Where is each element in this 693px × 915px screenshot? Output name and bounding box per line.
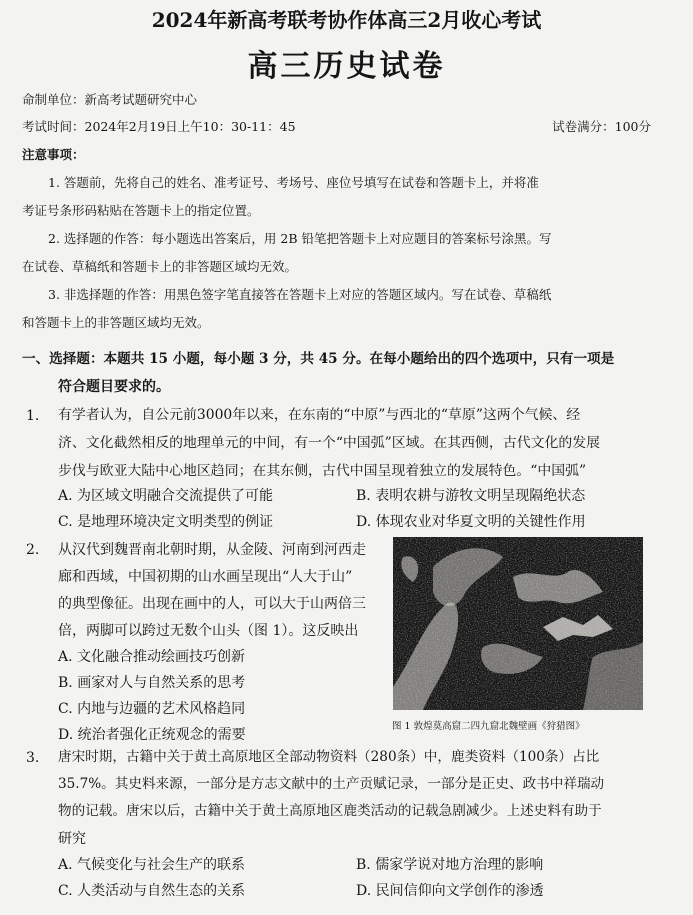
subject-title: 高三历史试卷 (247, 49, 446, 84)
question-1-line-2: 济、文化截然相反的地理单元的中间，有一个“中国弧”区域。在其西侧，古代文化的发展 (58, 435, 601, 451)
notes-heading: 注意事项： (22, 147, 85, 162)
compiling-unit: 命制单位：新高考试题研究中心 (22, 92, 198, 107)
question-3-line-2: 35.7%。其史料来源，一部分是方志文献中的土产贡赋记录，一部分是正史、政书中祥瑞动 (58, 776, 605, 792)
question-3-number: 3. (26, 750, 40, 766)
question-2-line-3: 的典型像征。出现在画中的人，可以大于山两倍三 (58, 596, 366, 612)
note-2-line-1: 2. 选择题的作答：每小题选出答案后，用 2B 铅笔把答题卡上对应题目的答案标号涂黑。写 (48, 231, 552, 246)
question-1-option-c: C. 是地理环境决定文明类型的例证 (58, 514, 274, 530)
note-1-line-2: 考证号条形码粘贴在答题卡上的指定位置。 (22, 203, 260, 218)
question-3-line-3: 物的记载。唐宋以后，古籍中关于黄土高原地区鹿类活动的记载急剧减少。上述史料有助于 (58, 803, 602, 819)
full-score: 试卷满分：100分 (552, 119, 651, 134)
exam-title: 2024年新高考联考协作体高三2月收心考试 (151, 8, 542, 32)
note-1-line-1: 1. 答题前，先将自己的姓名、准考证号、考场号、座位号填写在试卷和答题卡上，并将准 (48, 175, 539, 190)
question-2-option-a: A. 文化融合推动绘画技巧创新 (58, 649, 246, 665)
question-1-line-1: 有学者认为，自公元前3000年以来，在东南的“中原”与西北的“草原”这两个气候、经 (58, 407, 581, 423)
mural-hunting-image (393, 537, 643, 710)
question-3-option-a: A. 气候变化与社会生产的联系 (58, 857, 246, 873)
question-1-option-d: D. 体现农业对华夏文明的关键性作用 (356, 514, 586, 530)
figure-1-caption: 图 1 敦煌莫高窟二四九窟北魏壁画《狩猎图》 (392, 721, 585, 732)
question-1-option-b: B. 表明农耕与游牧文明呈现隔绝状态 (356, 488, 586, 504)
note-2-line-2: 在试卷、草稿纸和答题卡上的非答题区域均无效。 (22, 259, 298, 274)
question-3-option-d: D. 民间信仰向文学创作的渗透 (356, 883, 544, 899)
question-3-option-b: B. 儒家学说对地方治理的影响 (356, 857, 544, 873)
question-2-number: 2. (26, 542, 40, 558)
note-3-line-1: 3. 非选择题的作答：用黑色签字笔直接答在答题卡上对应的答题区域内。写在试卷、草稿纸 (48, 287, 552, 302)
question-2-line-1: 从汉代到魏晋南北朝时期，从金陵、河南到河西走 (58, 542, 366, 558)
question-2-option-d: D. 统治者强化正统观念的需要 (58, 727, 246, 743)
question-2-line-4: 倍，两脚可以跨过无数个山头（图 1）。这反映出 (58, 623, 359, 639)
question-3-line-4: 研究 (58, 831, 86, 847)
question-1-line-3: 步伐与欧亚大陆中心地区趋同；在其东侧，古代中国呈现着独立的发展特色。“中国弧” (58, 463, 587, 479)
question-3-option-c: C. 人类活动与自然生态的关系 (58, 883, 246, 899)
question-2-option-b: B. 画家对人与自然关系的思考 (58, 675, 246, 691)
question-1-number: 1. (26, 408, 40, 424)
question-2-option-c: C. 内地与边疆的艺术风格趋同 (58, 701, 246, 717)
section-1-heading: 一、选择题：本题共 15 小题，每小题 3 分，共 45 分。在每小题给出的四个选项中，只有一项是 (22, 351, 615, 367)
section-1-heading-cont: 符合题目要求的。 (58, 379, 170, 395)
note-3-line-2: 和答题卡上的非答题区域均无效。 (22, 315, 210, 330)
question-2-line-2: 廊和西域，中国初期的山水画呈现出“人大于山” (58, 569, 353, 585)
question-1-option-a: A. 为区域文明融合交流提供了可能 (58, 488, 274, 504)
exam-time: 考试时间：2024年2月19日上午10：30-11：45 (22, 119, 296, 134)
question-3-line-1: 唐宋时期，古籍中关于黄土高原地区全部动物资料（280条）中，鹿类资料（100条）占比 (58, 749, 600, 765)
